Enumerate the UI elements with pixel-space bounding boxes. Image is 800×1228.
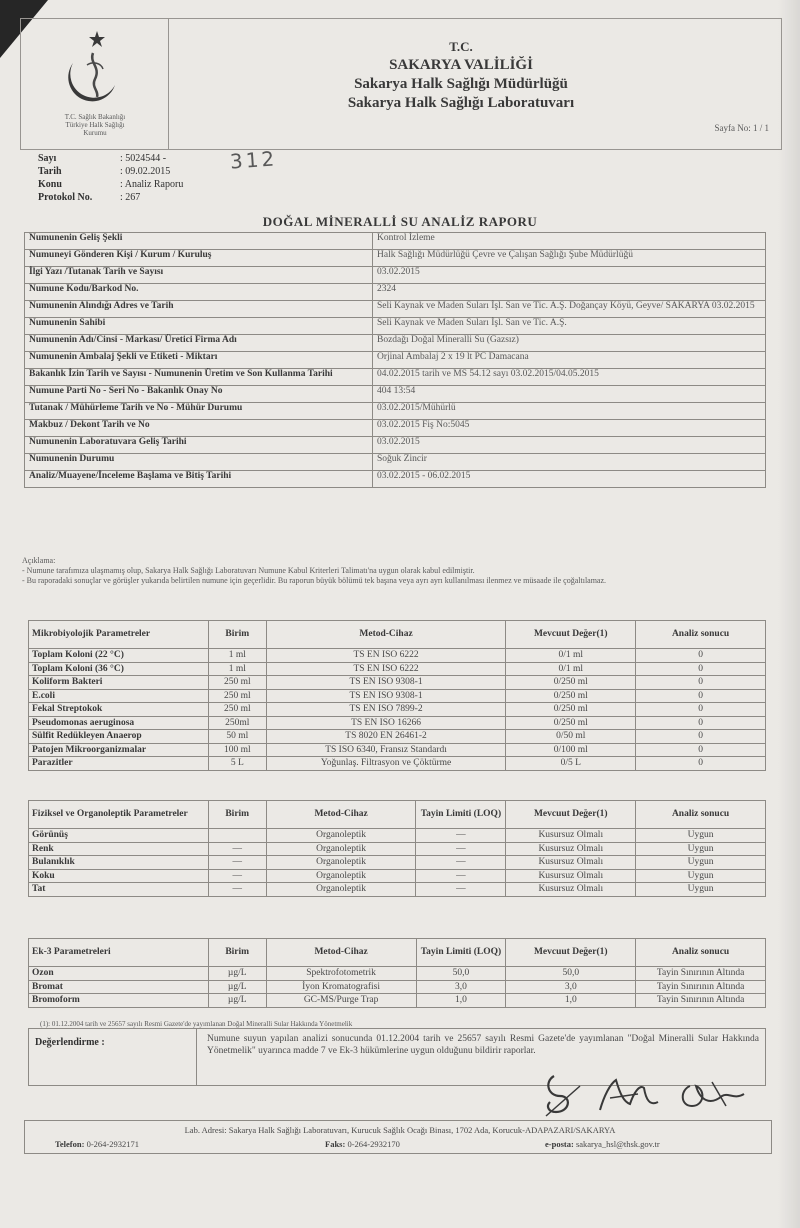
table-cell: 1 ml <box>208 662 266 676</box>
parameter-name: Bulanıklık <box>29 856 209 870</box>
table-cell: 3,0 <box>506 980 636 994</box>
parameter-name: Toplam Koloni (22 °C) <box>29 649 209 663</box>
info-key: Numunenin Alındığı Adres ve Tarih <box>25 301 373 318</box>
meta-value: : 267 <box>120 192 141 203</box>
page-number: Sayfa No: 1 / 1 <box>714 123 769 133</box>
table-cell: 1 ml <box>208 649 266 663</box>
table-row <box>29 967 766 981</box>
table-cell: 0/250 ml <box>506 689 636 703</box>
column-header: Birim <box>208 621 266 649</box>
parameter-name: E.coli <box>29 689 209 703</box>
lab-fax <box>325 1139 400 1149</box>
info-key: İlgi Yazı /Tutanak Tarih ve Sayısı <box>25 267 373 284</box>
lab-address: Lab. Adresi: Sakarya Halk Sağlığı Laboratuvarı, Kurucuk Sağlık Ocağı Binası, 1702 Ada, Korucuk-ADAPAZARI/SAKARYA <box>184 1125 616 1135</box>
info-value: Halk Sağlığı Müdürlüğü Çevre ve Çalışan Sağlığı Şube Müdürlüğü <box>373 250 766 267</box>
info-key: Numunenin Laboratuvara Geliş Tarihi <box>25 437 373 454</box>
signatures-icon <box>540 1066 760 1122</box>
sample-info-table <box>24 232 766 488</box>
meta-row <box>38 191 338 204</box>
column-header: Analiz sonucu <box>636 801 766 829</box>
table-row <box>29 980 766 994</box>
table-cell: µg/L <box>208 994 266 1008</box>
meta-key: Tarih <box>38 166 62 177</box>
table-row <box>29 730 766 744</box>
logo-caption-line: T.C. Sağlık Bakanlığı <box>64 113 126 121</box>
table-cell: Tayin Sınırının Altında <box>636 980 766 994</box>
scan-edge-shadow <box>778 0 800 1228</box>
column-header: Mevcuut Değer(1) <box>506 621 636 649</box>
fax-label: Faks: <box>325 1139 346 1149</box>
table-cell: 0 <box>636 649 766 663</box>
table-row <box>29 757 766 771</box>
info-value: 404 13:54 <box>373 386 766 403</box>
column-header: Ek-3 Parametreleri <box>29 939 209 967</box>
evaluation-label: Değerlendirme : <box>29 1029 197 1085</box>
header-governorship: SAKARYA VALİLİĞİ <box>389 57 533 73</box>
column-header: Mevcuut Değer(1) <box>506 801 636 829</box>
email-value: sakarya_hsl@thsk.gov.tr <box>575 1139 660 1149</box>
table-cell: Organoleptik <box>266 829 416 843</box>
info-key: Bakanlık İzin Tarih ve Sayısı - Numunenin Üretim ve Son Kullanma Tarihi <box>25 369 373 386</box>
info-key: Numunenin Ambalaj Şekli ve Etiketi - Miktarı <box>25 352 373 369</box>
meta-block <box>38 152 338 204</box>
table-cell: TS EN ISO 6222 <box>266 649 506 663</box>
table-cell: — <box>416 842 506 856</box>
info-value: Soğuk Zincir <box>373 454 766 471</box>
table-cell: Tayin Sınırının Altında <box>636 967 766 981</box>
meta-key: Protokol No. <box>38 192 93 203</box>
table-cell: 0/1 ml <box>506 662 636 676</box>
meta-key: Sayı <box>38 153 57 164</box>
parameter-name: Toplam Koloni (36 °C) <box>29 662 209 676</box>
parameter-name: Patojen Mikroorganizmalar <box>29 743 209 757</box>
table-row <box>29 689 766 703</box>
table-row <box>29 829 766 843</box>
info-key: Numuneyi Gönderen Kişi / Kurum / Kuruluş <box>25 250 373 267</box>
info-value: 03.02.2015 Fiş No:5045 <box>373 420 766 437</box>
table-row <box>29 883 766 897</box>
info-value: Seli Kaynak ve Maden Suları İşl. San ve Tic. A.Ş. Doğançay Köyü, Geyve/ SAKARYA 03.02.2015 <box>373 301 766 318</box>
table-cell: TS EN ISO 6222 <box>266 662 506 676</box>
logo-caption-line: Türkiye Halk Sağlığı <box>65 121 125 129</box>
lab-footer <box>24 1120 772 1154</box>
table-cell: µg/L <box>208 967 266 981</box>
table-cell: 0/100 ml <box>506 743 636 757</box>
header-laboratory: Sakarya Halk Sağlığı Laboratuvarı <box>347 95 575 111</box>
info-value: Kontrol İzleme <box>373 233 766 250</box>
table-cell: Uygun <box>636 842 766 856</box>
table-cell: Spektrofotometrik <box>266 967 416 981</box>
table-row <box>29 703 766 717</box>
phone-value: 0-264-2932171 <box>86 1139 139 1149</box>
table-cell: 100 ml <box>208 743 266 757</box>
column-header: Fiziksel ve Organoleptik Parametreler <box>29 801 209 829</box>
info-row <box>25 250 766 267</box>
fax-value: 0-264-2932170 <box>347 1139 400 1149</box>
header-titles <box>181 37 741 113</box>
table-cell: 0 <box>636 689 766 703</box>
info-row <box>25 233 766 250</box>
column-header: Analiz sonucu <box>636 621 766 649</box>
table-cell: TS EN ISO 16266 <box>266 716 506 730</box>
info-key: Numunenin Adı/Cinsi - Markası/ Üretici Firma Adı <box>25 335 373 352</box>
column-header: Analiz sonucu <box>636 939 766 967</box>
report-title: DOĞAL MİNERALLİ SU ANALİZ RAPORU <box>262 214 538 229</box>
table-cell: 0 <box>636 662 766 676</box>
meta-row <box>38 152 338 165</box>
info-row <box>25 471 766 488</box>
column-header: Metod-Cihaz <box>266 939 416 967</box>
info-row <box>25 267 766 284</box>
table-cell: 1,0 <box>416 994 506 1008</box>
table-cell: Yoğunlaş. Filtrasyon ve Çöktürme <box>266 757 506 771</box>
table-cell: Uygun <box>636 856 766 870</box>
note-2: - Bu raporadaki sonuçlar ve görüşler yukarıda belirtilen numune için geçerlidir. Bu raporun büyük bölümü tek başına veya ayrı ayrı kullanılması ilenmez ve müsaade ile çoğaltılamaz. <box>22 576 607 585</box>
info-value: 04.02.2015 tarih ve MS 54.12 sayı 03.02.2015/04.05.2015 <box>373 369 766 386</box>
table-row <box>29 994 766 1008</box>
info-key: Numunenin Geliş Şekli <box>25 233 373 250</box>
table-cell: 0 <box>636 703 766 717</box>
column-header: Mevcuut Değer(1) <box>506 939 636 967</box>
parameter-name: Ozon <box>29 967 209 981</box>
info-key: Numunenin Sahibi <box>25 318 373 335</box>
table-cell: 0 <box>636 757 766 771</box>
table-cell: Uygun <box>636 869 766 883</box>
table-cell: 50,0 <box>506 967 636 981</box>
parameter-name: Görünüş <box>29 829 209 843</box>
note-1: - Numune tarafımıza ulaşmamış olup, Sakarya Halk Sağlığı Laboratuvarı Numune Kabul Kriterleri Talimatı'na uygun olarak kabul edilmiştir. <box>22 566 475 575</box>
parameter-name: Koliform Bakteri <box>29 676 209 690</box>
info-key: Numunenin Durumu <box>25 454 373 471</box>
table-cell: TS 8020 EN 26461-2 <box>266 730 506 744</box>
table-cell: TS EN ISO 7899-2 <box>266 703 506 717</box>
info-key: Analiz/Muayene/İnceleme Başlama ve Bitiş Tarihi <box>25 471 373 488</box>
table-cell: — <box>208 842 266 856</box>
table-cell: µg/L <box>208 980 266 994</box>
parameter-name: Parazitler <box>29 757 209 771</box>
table-cell: Organoleptik <box>266 883 416 897</box>
info-key: Tutanak / Mühürleme Tarih ve No - Mühür Durumu <box>25 403 373 420</box>
table-cell: 0 <box>636 743 766 757</box>
info-value: Seli Kaynak ve Maden Suları İşl. San ve Tic. A.Ş. <box>373 318 766 335</box>
table-cell: 50 ml <box>208 730 266 744</box>
table-cell: 0/50 ml <box>506 730 636 744</box>
report-header <box>20 18 782 150</box>
table-cell: 0/1 ml <box>506 649 636 663</box>
info-key: Makbuz / Dekont Tarih ve No <box>25 420 373 437</box>
info-row <box>25 386 766 403</box>
table-cell: Kusursuz Olmalı <box>506 842 636 856</box>
table-cell: Organoleptik <box>266 869 416 883</box>
parameter-name: Sülfit Redükleyen Anaerop <box>29 730 209 744</box>
handwritten-note: 312 <box>229 146 278 174</box>
table-cell: 1,0 <box>506 994 636 1008</box>
table-cell: Organoleptik <box>266 856 416 870</box>
info-value: 03.02.2015/Mühürlü <box>373 403 766 420</box>
column-header: Tayin Limiti (LOQ) <box>416 801 506 829</box>
info-row <box>25 284 766 301</box>
table-cell: TS ISO 6340, Fransız Standardı <box>266 743 506 757</box>
logo-box <box>21 19 169 149</box>
table-cell: 0/250 ml <box>506 703 636 717</box>
meta-row <box>38 178 338 191</box>
meta-key: Konu <box>38 179 62 190</box>
table-row <box>29 856 766 870</box>
header-directorate: Sakarya Halk Sağlığı Müdürlüğü <box>354 76 568 92</box>
info-row <box>25 403 766 420</box>
parameter-name: Renk <box>29 842 209 856</box>
table-cell: 0 <box>636 676 766 690</box>
info-row <box>25 454 766 471</box>
info-value: Bozdağı Doğal Mineralli Su (Gazsız) <box>373 335 766 352</box>
table-cell: 0 <box>636 716 766 730</box>
lab-email <box>545 1139 660 1149</box>
table-cell: Uygun <box>636 829 766 843</box>
info-value: 03.02.2015 <box>373 437 766 454</box>
email-label: e-posta: <box>545 1139 574 1149</box>
table-cell: Tayin Sınırının Altında <box>636 994 766 1008</box>
info-value: 03.02.2015 <box>373 267 766 284</box>
table-cell: Kusursuz Olmalı <box>506 856 636 870</box>
table-cell: — <box>416 829 506 843</box>
column-header: Mikrobiyolojik Parametreler <box>29 621 209 649</box>
info-row <box>25 301 766 318</box>
logo-caption-line: Kurumu <box>83 129 107 137</box>
info-row <box>25 437 766 454</box>
table-cell: GC-MS/Purge Trap <box>266 994 416 1008</box>
column-header: Tayin Limiti (LOQ) <box>416 939 506 967</box>
table-cell: — <box>416 869 506 883</box>
parameter-name: Pseudomonas aeruginosa <box>29 716 209 730</box>
parameter-name: Fekal Streptokok <box>29 703 209 717</box>
table-cell: Kusursuz Olmalı <box>506 829 636 843</box>
table-cell: 0/5 L <box>506 757 636 771</box>
table-cell: Uygun <box>636 883 766 897</box>
meta-row <box>38 165 338 178</box>
table-cell: 3,0 <box>416 980 506 994</box>
info-key: Numune Parti No - Seri No - Bakanlık Onay No <box>25 386 373 403</box>
table-cell: TS EN ISO 9308-1 <box>266 676 506 690</box>
parameter-name: Bromat <box>29 980 209 994</box>
table-cell: 250ml <box>208 716 266 730</box>
parameter-name: Koku <box>29 869 209 883</box>
table-cell: — <box>208 869 266 883</box>
table-cell: İyon Kromatografisi <box>266 980 416 994</box>
regulation-footnote: (1): 01.12.2004 tarih ve 25657 sayılı Resmi Gazete'de yayımlanan Doğal Mineralli Sular Hakkında Yönetmelik <box>40 1020 353 1028</box>
physical-organoleptic-table <box>28 800 766 897</box>
info-key: Numune Kodu/Barkod No. <box>25 284 373 301</box>
lab-phone <box>55 1139 139 1149</box>
ministry-logo-icon <box>63 29 127 109</box>
info-row <box>25 318 766 335</box>
info-row <box>25 369 766 386</box>
table-row <box>29 676 766 690</box>
table-row <box>29 649 766 663</box>
meta-value: : Analiz Raporu <box>120 179 184 190</box>
table-cell: 250 ml <box>208 703 266 717</box>
table-cell: — <box>208 883 266 897</box>
table-cell: 50,0 <box>416 967 506 981</box>
microbiology-table <box>28 620 766 771</box>
table-cell <box>208 829 266 843</box>
table-row <box>29 662 766 676</box>
table-cell: 0 <box>636 730 766 744</box>
info-row <box>25 420 766 437</box>
table-cell: — <box>416 883 506 897</box>
meta-value: : 5024544 - <box>120 153 167 164</box>
ek3-parameters-table <box>28 938 766 1008</box>
evaluation-text: Numune suyun yapılan analizi sonucunda 01.12.2004 tarih ve 25657 sayılı Resmi Gazete'de yayımlanan "Doğal Mineralli Sular Hakkında Yönetmelik" uyarınca madde 7 ve Ek-3 hükümlerine uygun olduğunu bildirir raporlar. <box>207 1034 759 1056</box>
table-cell: 250 ml <box>208 676 266 690</box>
table-cell: Kusursuz Olmalı <box>506 869 636 883</box>
table-cell: — <box>416 856 506 870</box>
notes-title: Açıklama: <box>22 556 56 565</box>
table-row <box>29 716 766 730</box>
table-cell: 0/250 ml <box>506 676 636 690</box>
header-tc: T.C. <box>449 39 473 54</box>
table-cell: Organoleptik <box>266 842 416 856</box>
info-row <box>25 335 766 352</box>
column-header: Birim <box>208 801 266 829</box>
table-cell: TS EN ISO 9308-1 <box>266 689 506 703</box>
table-row <box>29 743 766 757</box>
parameter-name: Bromoform <box>29 994 209 1008</box>
table-cell: Kusursuz Olmalı <box>506 883 636 897</box>
table-row <box>29 842 766 856</box>
logo-caption <box>29 113 161 137</box>
column-header: Birim <box>208 939 266 967</box>
info-value: 2324 <box>373 284 766 301</box>
meta-value: : 09.02.2015 <box>120 166 171 177</box>
table-cell: 5 L <box>208 757 266 771</box>
table-cell: — <box>208 856 266 870</box>
column-header: Metod-Cihaz <box>266 801 416 829</box>
parameter-name: Tat <box>29 883 209 897</box>
column-header: Metod-Cihaz <box>266 621 506 649</box>
phone-label: Telefon: <box>55 1139 85 1149</box>
info-row <box>25 352 766 369</box>
table-cell: 0/250 ml <box>506 716 636 730</box>
info-value: Orjinal Ambalaj 2 x 19 lt PC Damacana <box>373 352 766 369</box>
info-value: 03.02.2015 - 06.02.2015 <box>373 471 766 488</box>
notes-block <box>22 556 772 586</box>
table-cell: 250 ml <box>208 689 266 703</box>
table-row <box>29 869 766 883</box>
